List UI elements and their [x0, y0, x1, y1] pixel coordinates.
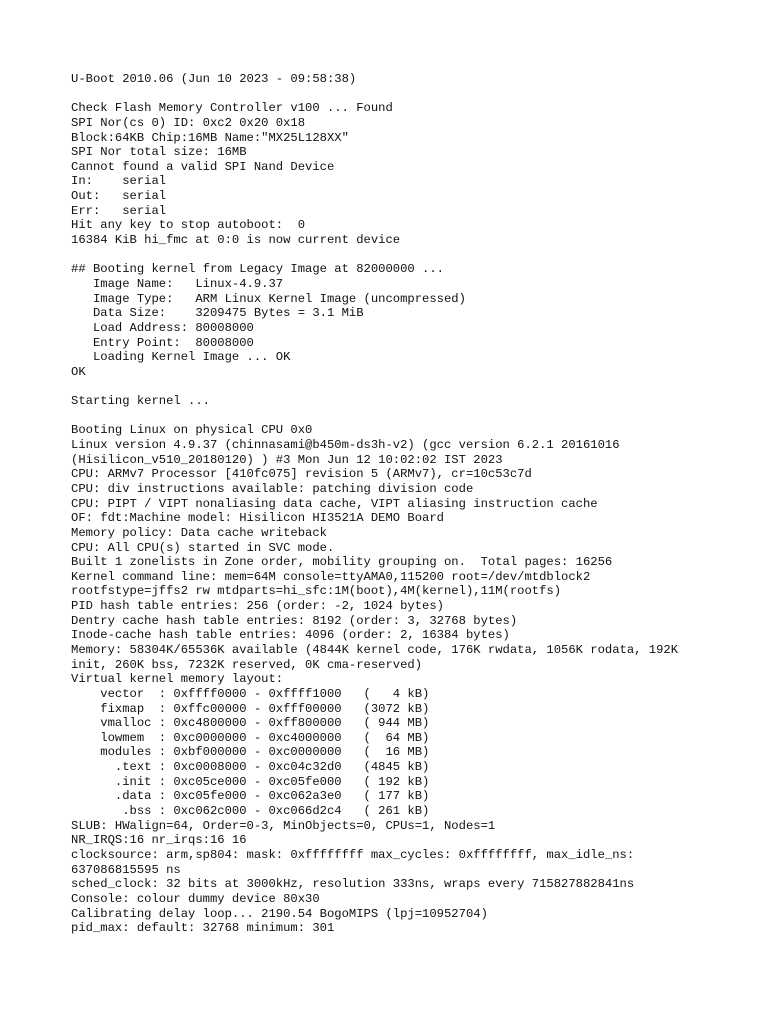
log-line: rootfstype=jffs2 rw mtdparts=hi_sfc:1M(boot),4M(kernel),11M(rootfs): [71, 584, 562, 599]
log-line: Data Size: 3209475 Bytes = 3.1 MiB: [71, 306, 364, 321]
log-line: Starting kernel ...: [71, 394, 210, 409]
log-line: Calibrating delay loop... 2190.54 BogoMIPS (lpj=10952704): [71, 906, 488, 921]
log-line: 16384 KiB hi_fmc at 0:0 is now current device: [71, 233, 401, 248]
log-line: [71, 379, 731, 394]
log-line: .data : 0xc05fe000 - 0xc062a3e0 ( 177 kB): [71, 789, 430, 804]
log-line: NR_IRQS:16 nr_irqs:16 16: [71, 833, 247, 848]
log-line: SPI Nor(cs 0) ID: 0xc2 0x20 0x18: [71, 115, 306, 130]
log-line: CPU: div instructions available: patching division code: [71, 481, 474, 496]
log-line: Inode-cache hash table entries: 4096 (order: 2, 16384 bytes): [71, 628, 510, 643]
log-line: sched_clock: 32 bits at 3000kHz, resolution 333ns, wraps every 715827882841ns: [71, 877, 635, 892]
log-line: Linux version 4.9.37 (chinnasami@b450m-ds3h-v2) (gcc version 6.2.1 20161016: [71, 438, 620, 453]
log-line: [71, 87, 731, 102]
log-line: Image Type: ARM Linux Kernel Image (uncompressed): [71, 291, 466, 306]
log-line: [71, 248, 731, 263]
boot-console-log: [71, 72, 731, 936]
log-line: ## Booting kernel from Legacy Image at 82000000 ...: [71, 262, 444, 277]
log-line: CPU: ARMv7 Processor [410fc075] revision 5 (ARMv7), cr=10c53c7d: [71, 467, 532, 482]
log-line: Block:64KB Chip:16MB Name:"MX25L128XX": [71, 130, 349, 145]
log-line: [71, 409, 731, 424]
log-line: SLUB: HWalign=64, Order=0-3, MinObjects=0, CPUs=1, Nodes=1: [71, 818, 496, 833]
log-line: Dentry cache hash table entries: 8192 (order: 3, 32768 bytes): [71, 613, 518, 628]
log-line: init, 260K bss, 7232K reserved, 0K cma-reserved): [71, 657, 423, 672]
log-line: In: serial: [71, 174, 167, 189]
log-line: Virtual kernel memory layout:: [71, 672, 284, 687]
log-line: vector : 0xffff0000 - 0xffff1000 ( 4 kB): [71, 686, 430, 701]
log-line: U-Boot 2010.06 (Jun 10 2023 - 09:58:38): [71, 72, 357, 86]
log-line: Hit any key to stop autoboot: 0: [71, 218, 306, 233]
log-line: .text : 0xc0008000 - 0xc04c32d0 (4845 kB): [71, 760, 430, 775]
log-line: CPU: PIPT / VIPT nonaliasing data cache, VIPT aliasing instruction cache: [71, 496, 598, 511]
log-line: Console: colour dummy device 80x30: [71, 891, 320, 906]
log-line: vmalloc : 0xc4800000 - 0xff800000 ( 944 MB): [71, 716, 430, 731]
log-line: OK: [71, 364, 86, 379]
log-line: CPU: All CPU(s) started in SVC mode.: [71, 540, 335, 555]
log-line: Err: serial: [71, 203, 167, 218]
log-line: Kernel command line: mem=64M console=ttyAMA0,115200 root=/dev/mtdblock2: [71, 569, 591, 584]
log-line: pid_max: default: 32768 minimum: 301: [71, 921, 335, 936]
log-line: 637086815595 ns: [71, 862, 181, 877]
log-line: Built 1 zonelists in Zone order, mobility grouping on. Total pages: 16256: [71, 555, 613, 570]
log-line: Memory policy: Data cache writeback: [71, 525, 327, 540]
log-line: Memory: 58304K/65536K available (4844K kernel code, 176K rwdata, 1056K rodata, 192K: [71, 642, 679, 657]
log-line: .bss : 0xc062c000 - 0xc066d2c4 ( 261 kB): [71, 804, 430, 819]
log-line: Loading Kernel Image ... OK: [71, 350, 291, 365]
log-line: Out: serial: [71, 189, 167, 204]
log-line: Image Name: Linux-4.9.37: [71, 276, 284, 291]
log-line: Entry Point: 80008000: [71, 335, 254, 350]
log-line: fixmap : 0xffc00000 - 0xfff00000 (3072 kB): [71, 701, 430, 716]
log-line: modules : 0xbf000000 - 0xc0000000 ( 16 MB): [71, 745, 430, 760]
log-line: clocksource: arm,sp804: mask: 0xffffffff max_cycles: 0xffffffff, max_idle_ns:: [71, 847, 635, 862]
log-line: (Hisilicon_v510_20180120) ) #3 Mon Jun 12 10:02:02 IST 2023: [71, 452, 503, 467]
log-line: Cannot found a valid SPI Nand Device: [71, 159, 335, 174]
log-line: Booting Linux on physical CPU 0x0: [71, 423, 313, 438]
log-line: SPI Nor total size: 16MB: [71, 145, 247, 160]
log-line: PID hash table entries: 256 (order: -2, 1024 bytes): [71, 599, 444, 614]
log-line: .init : 0xc05ce000 - 0xc05fe000 ( 192 kB): [71, 774, 430, 789]
log-line: OF: fdt:Machine model: Hisilicon HI3521A DEMO Board: [71, 511, 444, 526]
log-line: Load Address: 80008000: [71, 320, 254, 335]
log-line: Check Flash Memory Controller v100 ... Found: [71, 101, 393, 116]
log-line: lowmem : 0xc0000000 - 0xc4000000 ( 64 MB): [71, 730, 430, 745]
